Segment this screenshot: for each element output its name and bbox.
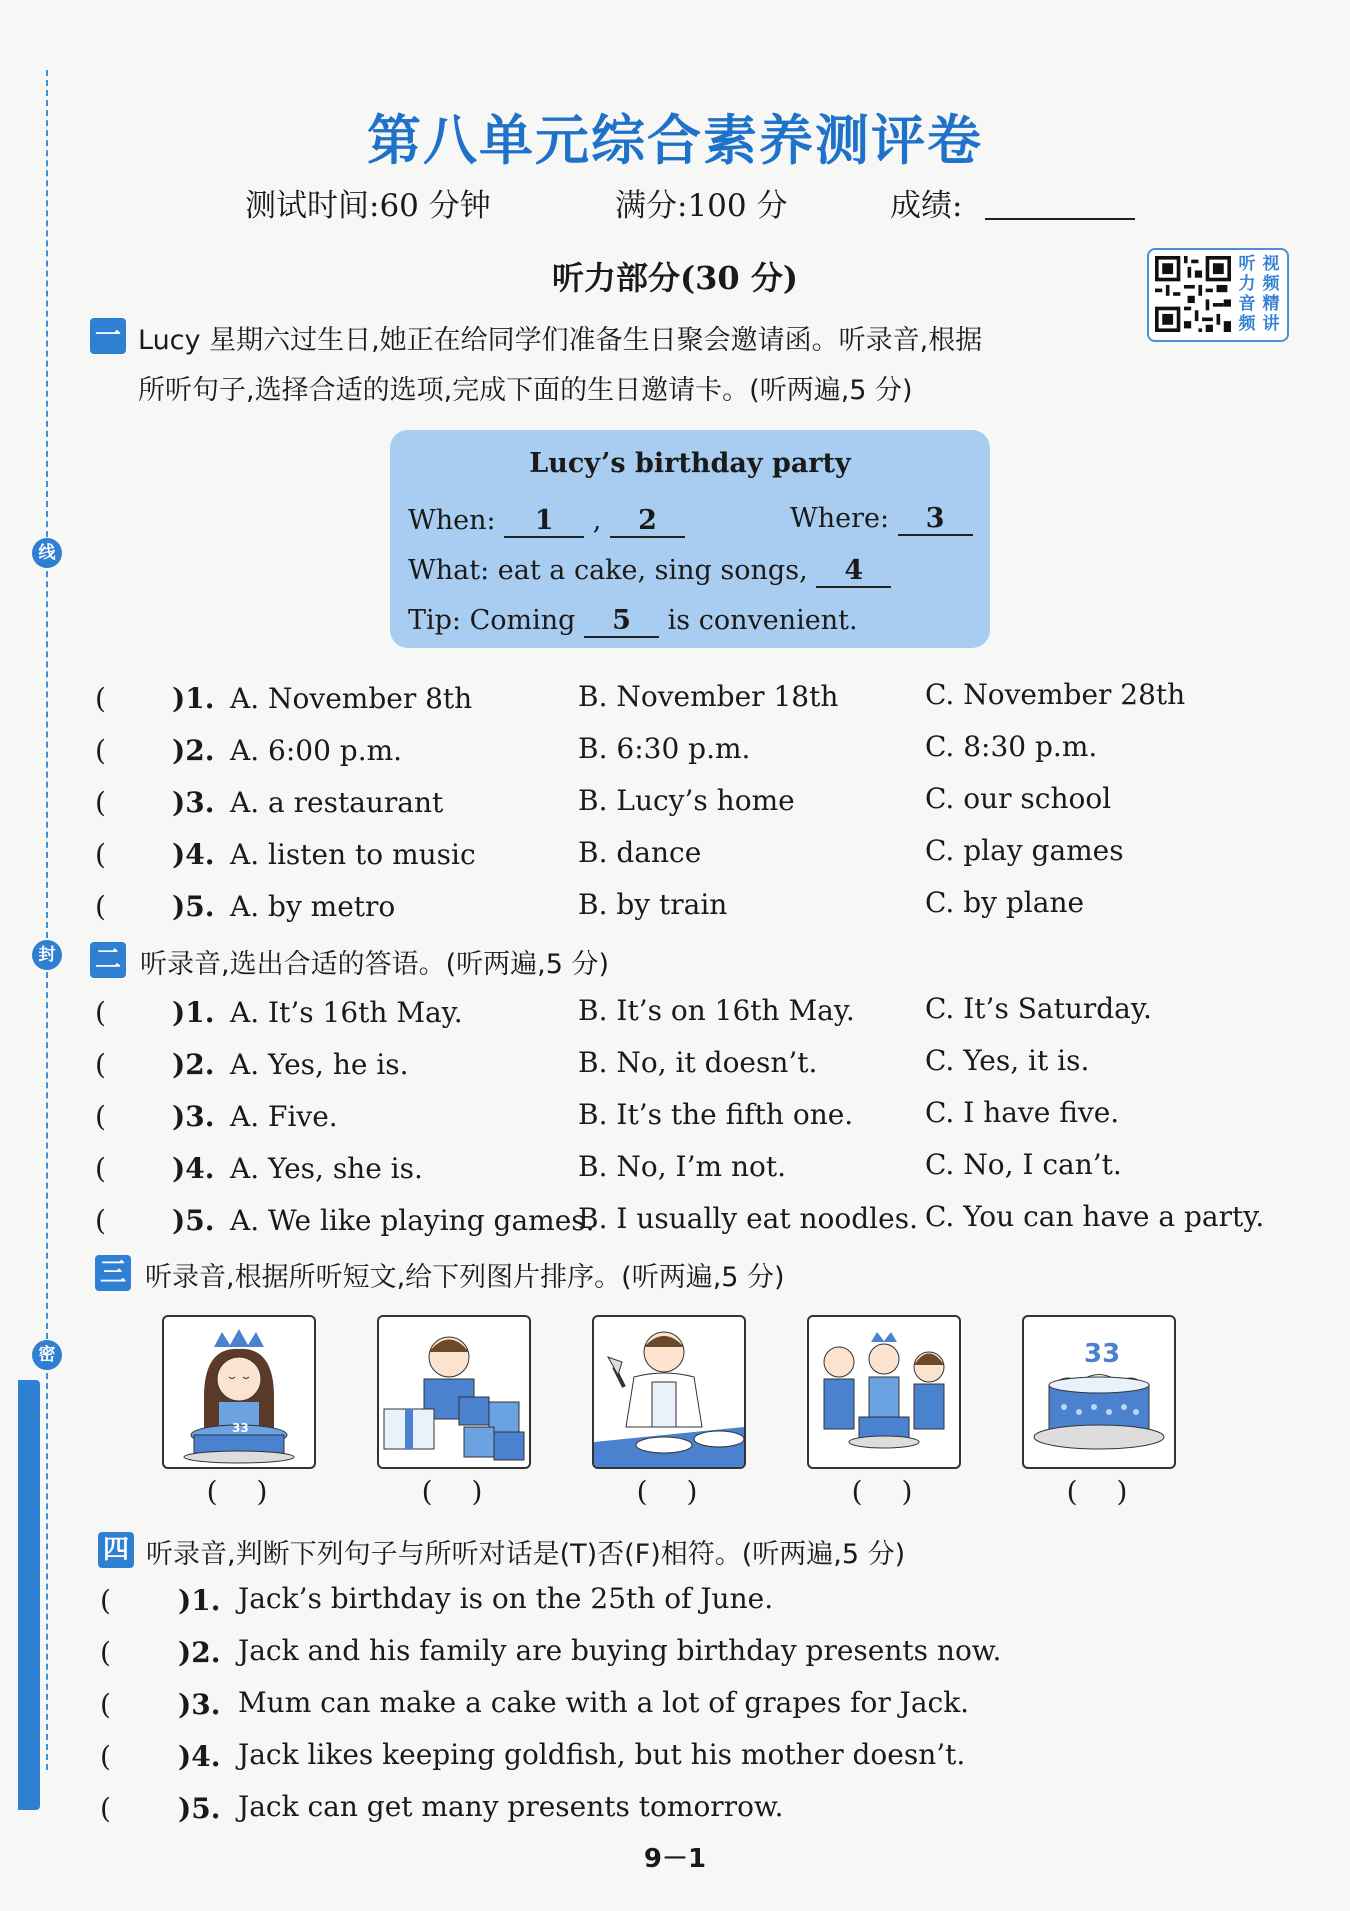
answer-paren[interactable]: ( bbox=[95, 682, 106, 715]
card-what-line: What: eat a cake, sing songs, 4 bbox=[408, 555, 891, 588]
picture-1 bbox=[162, 1315, 316, 1469]
statement-text: Jack and his family are buying birthday presents now. bbox=[238, 1634, 1002, 1667]
option-b[interactable]: B. November 18th bbox=[578, 680, 839, 713]
birthday-cake-33-icon bbox=[1024, 1317, 1174, 1467]
answer-paren[interactable]: ( bbox=[95, 1100, 106, 1133]
section-badge-4: 四 bbox=[98, 1532, 134, 1568]
card-blank-1[interactable]: 1 bbox=[504, 505, 584, 538]
option-a[interactable]: A. Yes, she is. bbox=[230, 1152, 423, 1185]
boy-with-gift-boxes-icon bbox=[379, 1317, 529, 1467]
section-3-instruction: 听录音,根据所听短文,给下列图片排序。(听两遍,5 分) bbox=[145, 1262, 785, 1293]
section-2-instruction: 听录音,选出合适的答语。(听两遍,5 分) bbox=[140, 949, 609, 980]
exam-title: 第八单元综合素养测评卷 bbox=[367, 109, 983, 172]
option-c[interactable]: C. November 28th bbox=[925, 678, 1186, 711]
card-blank-3[interactable]: 3 bbox=[898, 503, 973, 536]
qr-code-icon bbox=[1155, 256, 1231, 332]
option-a[interactable]: A. Five. bbox=[230, 1100, 338, 1133]
section-4-instruction: 听录音,判断下列句子与所听对话是(T)否(F)相符。(听两遍,5 分) bbox=[146, 1539, 906, 1570]
answer-paren[interactable]: ( bbox=[100, 1688, 111, 1721]
answer-paren[interactable]: ( bbox=[95, 996, 106, 1029]
option-b[interactable]: B. by train bbox=[578, 888, 728, 921]
question-number: )4. bbox=[172, 838, 215, 871]
statement-text: Jack can get many presents tomorrow. bbox=[238, 1790, 784, 1823]
answer-paren[interactable]: ( bbox=[95, 890, 106, 923]
answer-paren[interactable]: ( bbox=[95, 1204, 106, 1237]
option-c[interactable]: C. play games bbox=[925, 834, 1124, 867]
option-b[interactable]: B. No, it doesn’t. bbox=[578, 1046, 818, 1079]
answer-paren[interactable]: ( bbox=[95, 786, 106, 819]
option-b[interactable]: B. Lucy’s home bbox=[578, 784, 795, 817]
card-title: Lucy’s birthday party bbox=[529, 448, 851, 479]
picture-5-answer[interactable]: ( ) bbox=[1066, 1475, 1128, 1508]
question-number: )3. bbox=[178, 1688, 221, 1721]
option-a[interactable]: A. We like playing games. bbox=[230, 1204, 595, 1237]
question-number: )5. bbox=[172, 890, 215, 923]
picture-2-answer[interactable]: ( ) bbox=[421, 1475, 483, 1508]
option-a[interactable]: A. It’s 16th May. bbox=[230, 996, 463, 1029]
card-when-line: When: 1 , 2 bbox=[408, 505, 685, 538]
side-strip bbox=[18, 1380, 40, 1810]
question-number: )3. bbox=[172, 786, 215, 819]
question-number: )2. bbox=[172, 1048, 215, 1081]
card-blank-2[interactable]: 2 bbox=[610, 505, 685, 538]
score-blank[interactable] bbox=[985, 218, 1135, 220]
statement-text: Jack likes keeping goldfish, but his mother doesn’t. bbox=[238, 1738, 966, 1771]
margin-mark-seal: 封 bbox=[32, 940, 62, 970]
statement-text: Mum can make a cake with a lot of grapes for Jack. bbox=[238, 1686, 970, 1719]
option-c[interactable]: C. our school bbox=[925, 782, 1112, 815]
picture-1-answer[interactable]: ( ) bbox=[206, 1475, 268, 1508]
answer-paren[interactable]: ( bbox=[95, 1048, 106, 1081]
invitation-card bbox=[390, 430, 990, 648]
option-b[interactable]: B. dance bbox=[578, 836, 702, 869]
answer-paren[interactable]: ( bbox=[100, 1740, 111, 1773]
svg-text:33: 33 bbox=[1084, 1339, 1121, 1369]
binding-dash-line bbox=[46, 70, 48, 1770]
part-title: 听力部分(30 分) bbox=[552, 259, 798, 297]
question-number: )3. bbox=[172, 1100, 215, 1133]
option-c[interactable]: C. by plane bbox=[925, 886, 1085, 919]
svg-text:33: 33 bbox=[232, 1421, 249, 1435]
option-a[interactable]: A. November 8th bbox=[230, 682, 473, 715]
option-a[interactable]: A. listen to music bbox=[230, 838, 476, 871]
question-number: )2. bbox=[178, 1636, 221, 1669]
question-number: )5. bbox=[178, 1792, 221, 1825]
question-number: )2. bbox=[172, 734, 215, 767]
section-badge-3: 三 bbox=[95, 1255, 131, 1291]
option-c[interactable]: C. You can have a party. bbox=[925, 1200, 1265, 1233]
option-c[interactable]: C. 8:30 p.m. bbox=[925, 730, 1098, 763]
option-c[interactable]: C. I have five. bbox=[925, 1096, 1120, 1129]
option-c[interactable]: C. No, I can’t. bbox=[925, 1148, 1122, 1181]
option-b[interactable]: B. No, I’m not. bbox=[578, 1150, 786, 1183]
score-label: 成绩: bbox=[890, 188, 963, 224]
test-time: 测试时间:60 分钟 bbox=[245, 188, 491, 224]
picture-3 bbox=[592, 1315, 746, 1469]
answer-paren[interactable]: ( bbox=[100, 1792, 111, 1825]
option-b[interactable]: B. It’s on 16th May. bbox=[578, 994, 855, 1027]
margin-mark-secret: 密 bbox=[32, 1340, 62, 1370]
card-tip-line: Tip: Coming 5 is convenient. bbox=[408, 605, 858, 636]
margin-mark-line: 线 bbox=[32, 538, 62, 568]
page-number: 9－1 bbox=[643, 1844, 707, 1874]
card-where-line: Where: 3 bbox=[790, 503, 973, 536]
question-number: )1. bbox=[172, 682, 215, 715]
option-a[interactable]: A. a restaurant bbox=[230, 786, 444, 819]
option-c[interactable]: C. It’s Saturday. bbox=[925, 992, 1152, 1025]
section-1-instruction-line2: 所听句子,选择合适的选项,完成下面的生日邀请卡。(听两遍,5 分) bbox=[138, 375, 913, 406]
option-a[interactable]: A. Yes, he is. bbox=[230, 1048, 409, 1081]
full-score: 满分:100 分 bbox=[615, 188, 788, 224]
option-b[interactable]: B. I usually eat noodles. bbox=[578, 1202, 918, 1235]
question-number: )4. bbox=[172, 1152, 215, 1185]
option-b[interactable]: B. It’s the fifth one. bbox=[578, 1098, 854, 1131]
children-singing-around-cake-icon bbox=[809, 1317, 959, 1467]
card-blank-4[interactable]: 4 bbox=[816, 555, 891, 588]
statement-text: Jack’s birthday is on the 25th of June. bbox=[238, 1582, 774, 1615]
option-a[interactable]: A. by metro bbox=[230, 890, 396, 923]
question-number: )1. bbox=[178, 1584, 221, 1617]
picture-5 bbox=[1022, 1315, 1176, 1469]
qr-video-box[interactable] bbox=[1147, 248, 1289, 342]
card-blank-5[interactable]: 5 bbox=[584, 605, 659, 638]
question-number: )5. bbox=[172, 1204, 215, 1237]
answer-paren[interactable]: ( bbox=[100, 1636, 111, 1669]
question-number: )1. bbox=[172, 996, 215, 1029]
question-number: )4. bbox=[178, 1740, 221, 1773]
section-badge-1: 一 bbox=[90, 318, 126, 354]
answer-paren[interactable]: ( bbox=[95, 734, 106, 767]
picture-2 bbox=[377, 1315, 531, 1469]
answer-paren[interactable]: ( bbox=[95, 1152, 106, 1185]
option-b[interactable]: B. 6:30 p.m. bbox=[578, 732, 751, 765]
picture-4-answer[interactable]: ( ) bbox=[851, 1475, 913, 1508]
birthday-girl-with-cake-icon bbox=[164, 1317, 314, 1467]
picture-3-answer[interactable]: ( ) bbox=[636, 1475, 698, 1508]
answer-paren[interactable]: ( bbox=[95, 838, 106, 871]
answer-paren[interactable]: ( bbox=[100, 1584, 111, 1617]
baker-with-bread-icon bbox=[594, 1317, 744, 1467]
section-badge-2: 二 bbox=[90, 942, 126, 978]
qr-label: 听 视 力 频 音 精 频 讲 bbox=[1238, 254, 1280, 334]
option-c[interactable]: C. Yes, it is. bbox=[925, 1044, 1090, 1077]
section-1-instruction-line1: Lucy 星期六过生日,她正在给同学们准备生日聚会邀请函。听录音,根据 bbox=[138, 325, 983, 356]
option-a[interactable]: A. 6:00 p.m. bbox=[230, 734, 403, 767]
picture-4 bbox=[807, 1315, 961, 1469]
